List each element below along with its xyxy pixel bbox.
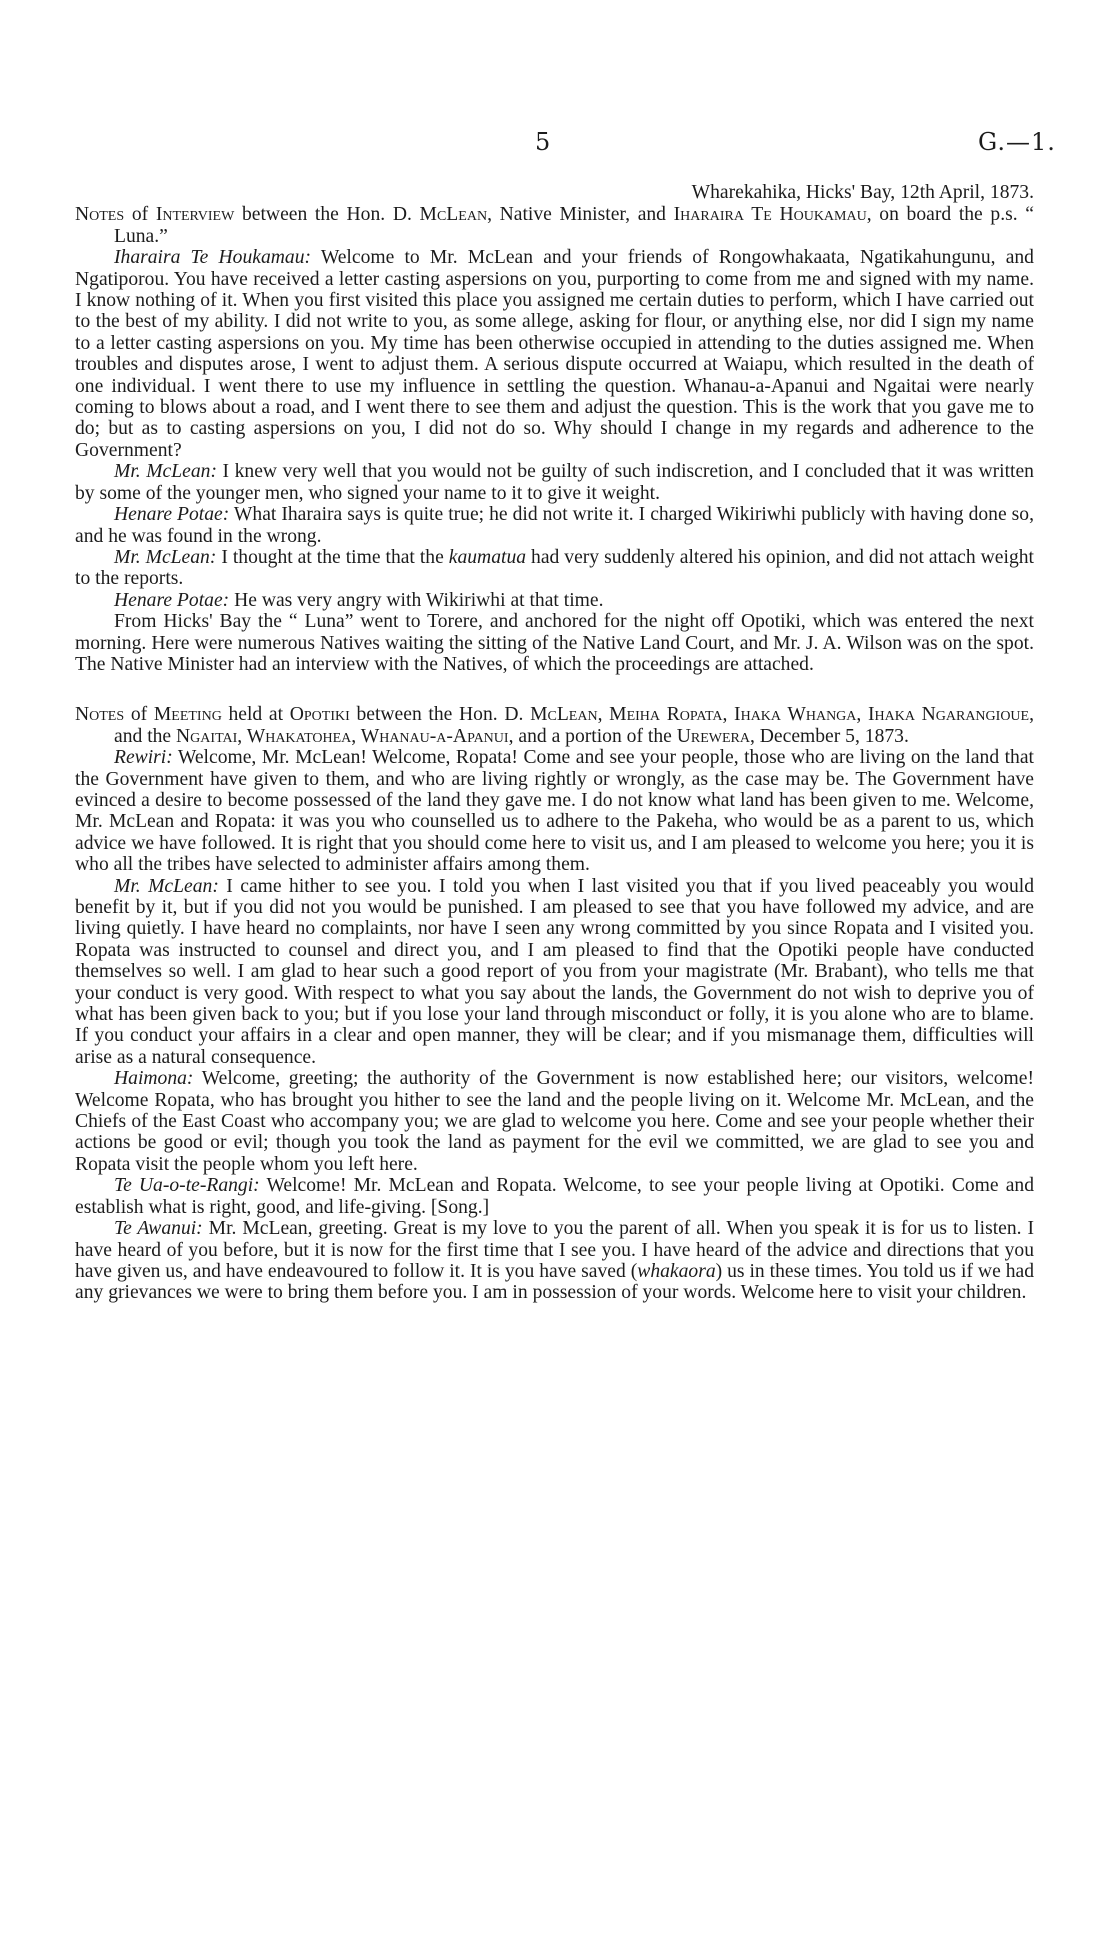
dateline: Wharekahika, Hicks' Bay, 12th April, 1873. [691, 182, 1034, 203]
paragraph [75, 1175, 1034, 1218]
heading-text: , and the [114, 704, 1034, 747]
heading-text: , on board the p.s. “ Luna.” [114, 204, 1034, 247]
heading-text: , and a portion of the [508, 725, 677, 747]
document-reference: G.—1. [978, 128, 1056, 156]
paragraph-text: ) us in these times. You told us if we had any grievances we were to bring them before you. I am in possession of your words. Welcome here to visit your children. [75, 1260, 1035, 1304]
paragraph [75, 461, 1034, 504]
paragraph-text: Welcome to Mr. McLean and your friends of Rongowhakaata, Ngatikahungunu, and Ngatiporou. You have received a letter casting aspersions on you, purporting to come from me and signed with my name. I know nothing of it. When you first visited this place you assigned me certain duties to perform, which I have carried out to the best of my ability. I did not write to you, as some allege, asking for flour, or anything else, nor did I sign my name to a letter casting aspersions on you. My time has been otherwise occupied in attending to the duties assigned me. When troubles and disputes arose, I went to adjust them. A serious dispute occurred at Waiapu, which resulted in the death of one individual. I went there to use my influence in settling the question. Whanau-a-Apanui and Ngaitai were nearly coming to blows about a road, and I went there to see them and adjust the question. This is the work that you gave me to do; but as to casting aspersions on you, I did not do so. Why should I change in my regards and adherence to the Government? [75, 247, 1034, 461]
page-number: 5 [535, 128, 551, 156]
heading-text: between the Hon. D. [234, 204, 420, 226]
speaker-name: Henare Potae: [114, 504, 230, 526]
paragraph-text: had very suddenly altered his opinion, and did not attach weight to the reports. [75, 546, 1034, 590]
paragraph [75, 504, 1034, 547]
heading-name: McLean [419, 204, 488, 226]
italic-term: kaumatua [448, 546, 527, 568]
paragraph-text: What Iharaira says is quite true; he did not write it. I charged Wikiriwhi publicly with having done so, and he was found in the wrong. [75, 504, 1034, 547]
italic-term: whakaora [637, 1260, 716, 1282]
heading-place: Opotiki [289, 704, 350, 726]
paragraph-text: Welcome, Mr. McLean! Welcome, Ropata! Come and see your people, those who are living on the land that the Government have given to them, and who are living rightly or wrongly, as the case may be. The Government have evinced a desire to become possessed of the land they gave me. I do not know what land has been given to me. Welcome, Mr. McLean and Ropata: it was you who counselled us to adhere to the Pakeha, who would be as a parent to us, which advice we have followed. It is right that you should come here to visit us, and I am pleased to welcome you here; you it is who all the tribes have selected to administer affairs among them. [75, 747, 1034, 876]
paragraph [75, 1218, 1034, 1304]
speaker-name: Mr. McLean: [114, 546, 217, 568]
paragraph-text: I knew very well that you would not be guilty of such indiscretion, and I concluded that it was written by some of the younger men, who signed your name to it to give it weight. [75, 461, 1034, 504]
paragraph [75, 547, 1034, 590]
section-spacer [75, 675, 1034, 704]
speaker-name: Henare Potae: [114, 589, 230, 611]
heading-text: , [597, 704, 610, 726]
paragraph [75, 747, 1034, 875]
heading-text: , Native Minister, and [487, 204, 674, 226]
speaker-name: Rewiri: [114, 747, 173, 769]
paragraph-text: I thought at the time that the [216, 546, 449, 568]
paragraph [75, 876, 1034, 1069]
speaker-name: Te Ua-o-te-Rangi: [114, 1175, 260, 1197]
paragraph-text: Welcome, greeting; the authority of the Government is now established here; our visitors, welcome! Welcome Ropata, who has brought you hither to see the land and the people living on it. Welcome Mr. McLean, and the Chiefs of the East Coast who accompany you; we are glad to welcome you here. Come and see your people whether their actions be good or evil; though you took the land as payment for the evil we committed, we are glad to see you and Ropata visit the people whom you left here. [75, 1068, 1034, 1175]
heading-name: McLean [530, 704, 598, 726]
heading-text: , December 5, 1873. [749, 725, 909, 747]
section-heading-meeting [75, 704, 1034, 747]
speaker-name: Mr. McLean: [114, 875, 219, 897]
speaker-name: Mr. McLean: [114, 461, 217, 483]
heading-text: held at [221, 704, 290, 726]
heading-name: Iharaira Te Houkamau [673, 204, 867, 226]
paragraph-text: I came hither to see you. I told you when I last visited you that if you lived peaceably you would benefit by it, but if you did not you would be punished. I am pleased to see that you have followed my advice, and are living quietly. I have heard no complaints, nor have I seen any wrong committed by you since Ropata and I visited you. Ropata was instructed to counsel and direct you, and I am pleased to find that the Opotiki people have conducted themselves so well. I am glad to hear such a good report of you from your magistrate (Mr. Brabant), who tells me that your conduct is very good. With respect to what you say about the lands, the Government do not wish to deprive you of what has been given back to you; but if you lose your land through misconduct or folly, it is you alone who are to blame. If you conduct your affairs in a clear and open manner, they will be clear; and if you mismanage them, difficulties will arise as a natural consequence. [75, 875, 1034, 1068]
paragraph [75, 247, 1034, 461]
heading-text: between the Hon. D. [349, 704, 531, 726]
paragraph-text: Mr. McLean, greeting. Great is my love to you the parent of all. When you speak it is for us to listen. I have heard of you before, but it is now for the first time that I see you. I have heard of the advice and directions that you have given us, and have endeavoured to follow it. It is you have saved ( [75, 1218, 1035, 1282]
narrative-paragraph: From Hicks' Bay the “ Luna” went to Torere, and anchored for the night off Opotiki, which was entered the next morning. Here were numerous Natives waiting the sitting of the Native Land Court, and Mr. J. A. Wilson was on the spot. The Native Minister had an interview with the Natives, of which the proceedings are attached. [75, 611, 1034, 675]
paragraph-text: He was very angry with Wikiriwhi at that time. [229, 589, 604, 611]
heading-word: Notes [75, 704, 125, 726]
document-body [75, 182, 1034, 1304]
heading-word: Notes [75, 204, 125, 226]
heading-text: of [124, 204, 156, 226]
heading-word: Meeting [153, 704, 222, 726]
heading-word: Interview [155, 204, 235, 226]
speaker-name: Iharaira Te Houkamau: [114, 247, 312, 269]
paragraph-text: Welcome! Mr. McLean and Ropata. Welcome, to see your people living at Opotiki. Come and establish what is right, good, and life-giving. [Song.] [75, 1175, 1034, 1218]
paragraph [75, 590, 1034, 611]
speaker-name: Haimona: [114, 1068, 194, 1090]
speaker-name: Te Awanui: [114, 1218, 203, 1240]
section-heading-interview [75, 204, 1034, 247]
heading-text: of [124, 704, 154, 726]
heading-tribes: Ngaitai, Whakatohea, Whanau-a-Apanui [176, 725, 509, 747]
paragraph [75, 1068, 1034, 1175]
heading-names: Meiha Ropata, Ihaka Whanga, Ihaka Ngarangioue [609, 704, 1030, 726]
heading-tribe: Urewera [676, 725, 750, 747]
